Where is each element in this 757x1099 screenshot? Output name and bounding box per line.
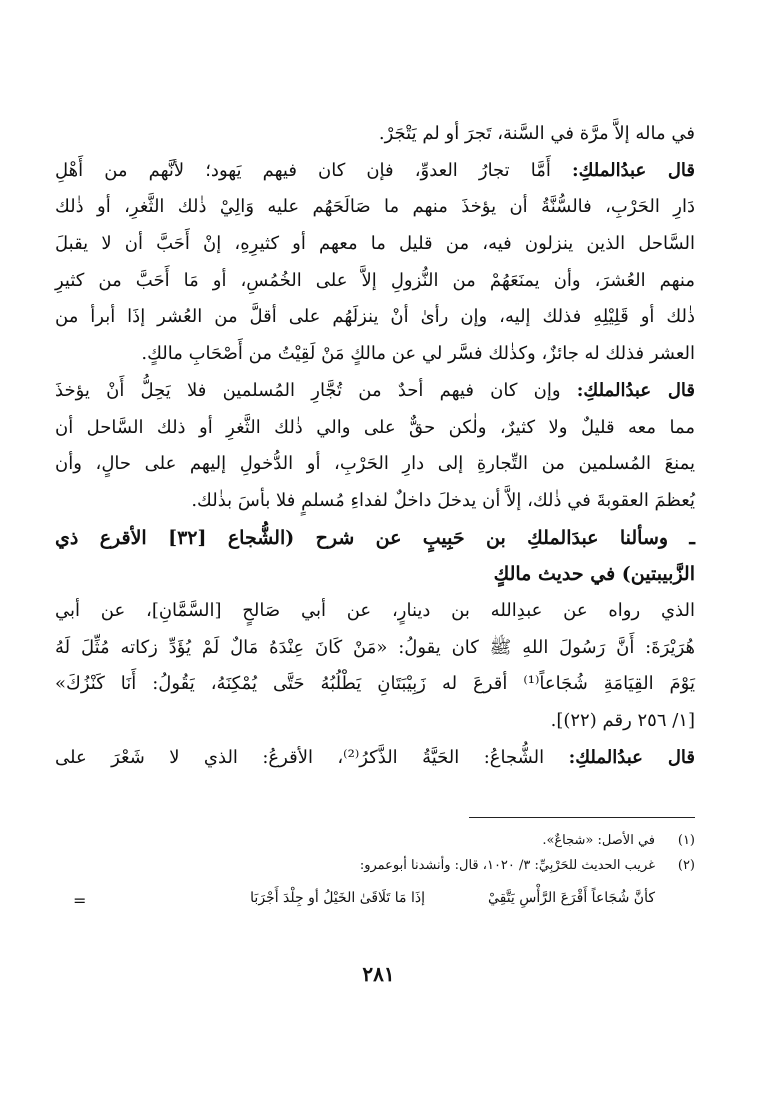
text-line: مما معه قليلٌ ولا كثيرٌ، ولٰكن حقٌّ على والي ذٰلك الثَّغرِ أو ذلك السَّاحل أن xyxy=(55,416,695,438)
text-line: قال عبدُالملكِ: وإن كان فيهم أحدٌ من تُجَّارِ المُسلمين فلا يَحِلُّ أَنْ يؤخذَ xyxy=(55,379,695,401)
text-line: منهم العُشرَ، وأن يمنَعَهُمْ من النُّزولِ إلاَّ على الخُمُسِ، أو مَا أَحَبَّ من كثيرِ xyxy=(55,269,695,291)
section-heading-line: ـ وسألنا عبدَالملكِ بن حَبِيبٍ عن شرح (الشُّجاع [٣٢] الأقرع ذي xyxy=(55,526,695,549)
text-line: هُرَيْرَةَ: أَنَّ رَسُولَ اللهِ ﷺ كان يقولُ: «مَنْ كَانَ عِنْدَهُ مَالٌ لَمْ يُؤَدِّ زكاته مُثِّلَ لَهُ xyxy=(55,636,695,658)
footnote xyxy=(55,828,695,853)
section-heading-line: الزَّبيبتين) في حديث مالكٍ xyxy=(493,563,695,586)
text-line: [١/ ٢٥٦ رقم (٢٢)]. xyxy=(550,710,695,731)
text-line: يمنعَ المُسلمين من التِّجارةِ إلى دارِ الحَرْبِ، أو الدُّخولِ إليهم على حالٍ، وأن xyxy=(55,453,695,475)
footnote-text: غريب الحديث للحَرْبِيِّ: ٣/ ١٠٢٠، قال: وأنشدنا أبوعمرو: xyxy=(359,858,655,873)
footnote xyxy=(55,853,695,878)
footnotes xyxy=(55,828,695,914)
footnote-number: (١) xyxy=(677,833,695,848)
text-line: السَّاحل الذين ينزلون فيه، من قليل ما معهم أو كثيرِهِ، إنْ أَحَبَّ أن لا يقبلَ xyxy=(55,233,695,255)
text-line: قال عبدُالملكِ: الشُّجاعُ: الحَيَّةُ الذَّكرُ⁽²⁾، الأقرعُ: الذي لا شَعْرَ على xyxy=(55,746,695,768)
page-number: ٢٨١ xyxy=(362,962,395,986)
text-line: دَارِ الحَرْبِ، فالسُّنَّةُ أن يؤخذَ منهم ما صَالَحَهُم عليه وَالِيْ ذٰلك الثَّغرِ، أو ذٰلك xyxy=(55,196,695,218)
footnote-text: في الأصل: «شجاعٌ». xyxy=(542,833,655,848)
footnote-number: (٢) xyxy=(677,858,695,873)
text-line: قال عبدُالملكِ: أَمَّا تجارُ العدوِّ، فإن كان فيهم يَهود؛ لأنَّهم من أَهْلِ xyxy=(55,159,695,181)
verse-block xyxy=(55,882,695,914)
verse-first-hemistich: كأنَّ شُجَاعاً أَقْرَعَ الرَّأْسِ يَتَّقِيْ xyxy=(487,889,655,906)
continuation-mark: = xyxy=(73,891,87,910)
text-line: في ماله إلاَّ مرَّة في السَّنة، تَجرَ أو لم يَتْجَرْ. xyxy=(378,123,695,144)
verse xyxy=(55,882,695,914)
text-line: الذي رواه عن عبدِالله بن دينارٍ، عن أبي صَالحٍ [السَّمَّانِ]، عن أبي xyxy=(55,599,695,621)
verse-second-hemistich: إذَا مَا تَلَاقَىٰ الخَيْلُ أو جِلْدَ أَجْرَبَا xyxy=(250,889,425,906)
speaker-label: قال عبدُالملكِ: xyxy=(568,746,695,768)
main-text xyxy=(55,116,695,776)
speaker-label: قال عبدُالملكِ: xyxy=(571,159,695,181)
text-line: ذٰلك أو قَلِيْلِهِ فذلك إليه، وإن رأىٰ أنْ ينزلَهُم على أقلَّ من العُشر إذَا أبرأ من xyxy=(55,306,695,328)
footnote-separator xyxy=(469,817,695,818)
text-line: يَوْمَ القِيَامَةِ شُجَاعاً⁽¹⁾ أقرعَ له زَبِيْبَتَانِ يَطْلُبُهُ حَتَّى يُمْكِنَهُ، يَقُولُ: أَنَا كَنْزُكَ» xyxy=(55,673,695,695)
text-line: يُعظمَ العقوبةَ في ذٰلك، إلاَّ أن يدخلَ داخلٌ لفداءِ مُسلمٍ فلا بأسَ بذٰلك. xyxy=(191,489,695,511)
text-line: العشر فذلك له جائزٌ، وكذٰلك فسَّر لي عن مالكٍ مَنْ لَقِيْتُ من أَصْحَابِ مالكٍ. xyxy=(141,343,695,365)
speaker-label: قال عبدُالملكِ: xyxy=(576,379,695,401)
